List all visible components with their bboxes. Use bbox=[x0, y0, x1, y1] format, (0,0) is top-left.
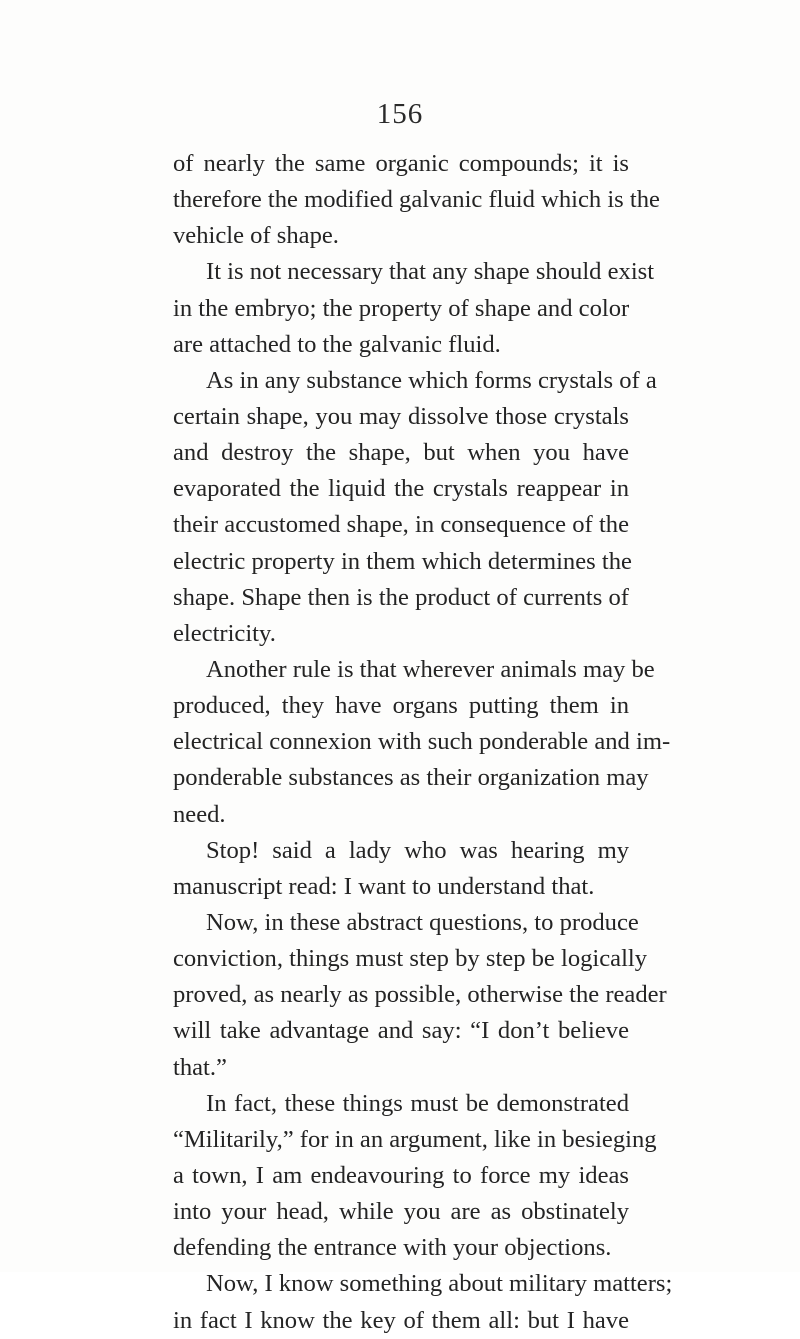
text-line: their accustomed shape, in consequence of the bbox=[173, 511, 629, 539]
text-line: “Militarily,” for in an argument, like in besieging bbox=[173, 1125, 657, 1153]
text-line: into your head, while you are as obstinately bbox=[173, 1198, 629, 1226]
text-line: a town, I am endeavouring to force my ideas bbox=[173, 1161, 629, 1189]
text-line: vehicle of shape. bbox=[173, 222, 339, 250]
page-number: 156 bbox=[376, 98, 424, 130]
text-line: of nearly the same organic compounds; it is bbox=[173, 150, 629, 177]
text-line: produced, they have organs putting them in bbox=[173, 692, 629, 720]
text-line: therefore the modified galvanic fluid which is the bbox=[173, 186, 660, 214]
text-line: are attached to the galvanic fluid. bbox=[173, 330, 501, 358]
text-line: Stop! said a lady who was hearing my bbox=[206, 836, 629, 864]
text-line: Now, in these abstract questions, to produce bbox=[206, 908, 639, 936]
text-line: It is not necessary that any shape should exist bbox=[206, 258, 655, 286]
text-line: shape. Shape then is the product of currents of bbox=[173, 583, 629, 611]
text-line: evaporated the liquid the crystals reappear in bbox=[173, 475, 629, 503]
text-line: electricity. bbox=[173, 619, 276, 647]
body-text bbox=[173, 146, 673, 1339]
text-line: Another rule is that wherever animals may be bbox=[206, 655, 655, 683]
text-line: conviction, things must step by step be logically bbox=[173, 945, 648, 973]
text-line: In fact, these things must be demonstrated bbox=[206, 1089, 629, 1117]
text-line: electrical connexion with such ponderable and im- bbox=[173, 728, 671, 756]
text-line: proved, as nearly as possible, otherwise the reader bbox=[173, 981, 667, 1009]
text-line: need. bbox=[173, 800, 226, 828]
text-line: Now, I know something about military matters; bbox=[206, 1270, 673, 1298]
text-line: and destroy the shape, but when you have bbox=[173, 439, 629, 467]
text-line: in fact I know the key of them all: but I have bbox=[173, 1306, 629, 1334]
text-line: that.” bbox=[173, 1053, 227, 1081]
text-line: in the embryo; the property of shape and color bbox=[173, 294, 630, 322]
text-line: certain shape, you may dissolve those crystals bbox=[173, 402, 629, 430]
text-line: will take advantage and say: “I don’t believe bbox=[173, 1017, 629, 1045]
text-line: ponderable substances as their organization may bbox=[173, 764, 649, 792]
text-line: defending the entrance with your objections. bbox=[173, 1234, 612, 1262]
text-line: electric property in them which determines the bbox=[173, 547, 632, 575]
text-line: As in any substance which forms crystals of a bbox=[206, 366, 657, 394]
text-line: manuscript read: I want to understand that. bbox=[173, 872, 595, 900]
